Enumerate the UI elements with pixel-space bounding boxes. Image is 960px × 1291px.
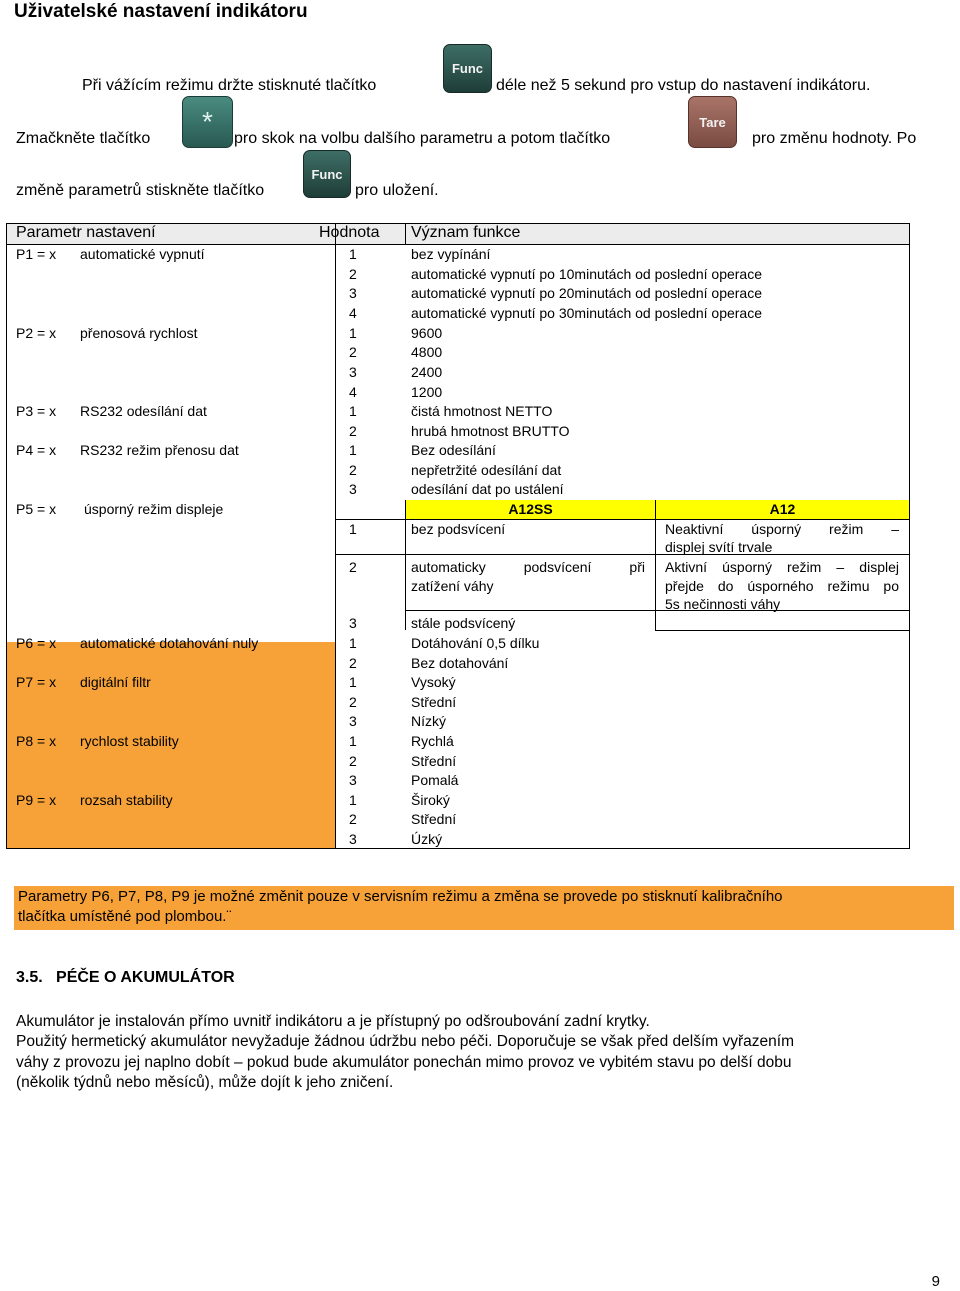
- param-meaning: 2400: [411, 364, 443, 380]
- page-number: 9: [931, 1273, 940, 1290]
- param-value: 3: [349, 713, 357, 729]
- tare-icon: Tare: [699, 114, 726, 130]
- param-meaning: bez vypínání: [411, 246, 491, 262]
- param-id: P3 = x: [16, 403, 57, 419]
- parameter-table: [6, 223, 910, 849]
- param-meaning-line: zatížení váhy: [411, 578, 494, 594]
- param-meaning: automatické vypnutí po 20minutách od poslední operace: [411, 285, 763, 301]
- param-value: 4: [349, 384, 357, 400]
- param-id: P4 = x: [16, 442, 57, 458]
- param-id: P6 = x: [16, 635, 57, 651]
- grid-line: [655, 630, 909, 631]
- param-meaning: Střední: [411, 753, 457, 769]
- param-value: 3: [349, 285, 357, 301]
- a12-column-header: A12: [656, 500, 909, 519]
- param-meaning: Pomalá: [411, 772, 459, 788]
- param-meaning: Nízký: [411, 713, 446, 729]
- param-value: 1: [349, 325, 357, 341]
- param-value: 2: [349, 655, 357, 671]
- star-button-image: [182, 96, 233, 148]
- param-value: 4: [349, 305, 357, 321]
- param-name: rozsah stability: [80, 792, 173, 808]
- param-value: 1: [349, 635, 357, 651]
- param-id: P7 = x: [16, 674, 57, 690]
- param-id: P2 = x: [16, 325, 57, 341]
- grid-line: [335, 554, 909, 555]
- param-value: 3: [349, 831, 357, 847]
- grid-line: [405, 610, 909, 611]
- intro-line2-c: pro změnu hodnoty. Po: [752, 130, 917, 147]
- param-meaning: 1200: [411, 384, 443, 400]
- param-value: 2: [349, 266, 357, 282]
- param-meaning: Střední: [411, 694, 457, 710]
- param-name: digitální filtr: [80, 674, 151, 690]
- param-value: 1: [349, 521, 357, 537]
- param-meaning: Vysoký: [411, 674, 456, 690]
- intro-line3-a: změně parametrů stiskněte tlačítko: [16, 182, 265, 199]
- param-name: automatické vypnutí: [80, 246, 205, 262]
- param-name: přenosová rychlost: [80, 325, 198, 341]
- param-value: 1: [349, 674, 357, 690]
- func-button-image-2: [303, 150, 351, 198]
- paragraph-line: Použitý hermetický akumulátor nevyžaduje žádnou údržbu nebo péči. Doporučuje se však před delším vyřazením: [16, 1033, 794, 1050]
- a12-meaning-line: displej svítí trvale: [665, 539, 773, 555]
- service-note: [18, 887, 948, 927]
- param-name: RS232 odesílání dat: [80, 403, 207, 419]
- param-value: 3: [349, 615, 357, 631]
- service-note-line: tlačítka umístěné pod plombou.¨: [18, 908, 232, 925]
- param-meaning: Dotáhování 0,5 dílku: [411, 635, 540, 651]
- param-meaning: 4800: [411, 344, 443, 360]
- asterisk-icon: *: [202, 106, 213, 137]
- param-value: 1: [349, 442, 357, 458]
- section-heading: 3.5. PÉČE O AKUMULÁTOR: [16, 969, 235, 986]
- param-name: úsporný režim displeje: [84, 501, 224, 517]
- param-id: P8 = x: [16, 733, 57, 749]
- intro-line1-a: Při vážícím režimu držte stisknuté tlačítko: [82, 77, 377, 94]
- grid-line: [335, 224, 336, 848]
- param-value: 2: [349, 559, 357, 575]
- service-note-line: Parametry P6, P7, P8, P9 je možné změnit pouze v servisním režimu a změna se provede po stisknutí kalibračního: [18, 888, 783, 905]
- param-value: 2: [349, 753, 357, 769]
- param-meaning: stále podsvícený: [411, 615, 516, 631]
- param-value: 2: [349, 423, 357, 439]
- header-value: Hodnota: [319, 224, 380, 241]
- param-value: 1: [349, 733, 357, 749]
- param-value: 3: [349, 772, 357, 788]
- a12-meaning-line: Aktivní úsporný režim – displej: [665, 559, 899, 575]
- paragraph-line: (několik týdnů nebo měsíců), může dojít k jeho zničení.: [16, 1074, 394, 1091]
- page-title: Uživatelské nastavení indikátoru: [14, 1, 308, 22]
- param-meaning: Široký: [411, 792, 450, 808]
- param-value: 1: [349, 403, 357, 419]
- intro-line2-b: pro skok na volbu dalšího parametru a potom tlačítko: [234, 130, 611, 147]
- paragraph-line: váhy z provozu jej naplno dobít – pokud bude akumulátor ponechán mimo provoz ve vybitém stavu po delší dobu: [16, 1054, 792, 1071]
- intro-line3-b: pro uložení.: [355, 182, 439, 199]
- param-value: 3: [349, 364, 357, 380]
- param-meaning: Rychlá: [411, 733, 454, 749]
- intro-line1-b: déle než 5 sekund pro vstup do nastavení indikátoru.: [496, 77, 871, 94]
- a12-meaning-line: přejde do úsporného režimu po: [665, 578, 899, 594]
- param-meaning: Bez odesílání: [411, 442, 496, 458]
- param-meaning: 9600: [411, 325, 443, 341]
- a12-meaning-line: Neaktivní úsporný režim –: [665, 521, 899, 537]
- param-value: 2: [349, 462, 357, 478]
- param-meaning: čistá hmotnost NETTO: [411, 403, 553, 419]
- param-meaning: automatické vypnutí po 10minutách od poslední operace: [411, 266, 763, 282]
- param-value: 3: [349, 481, 357, 497]
- a12-meaning-line: 5s nečinnosti váhy: [665, 596, 781, 612]
- param-value: 2: [349, 811, 357, 827]
- param-value: 2: [349, 344, 357, 360]
- param-meaning: nepřetržité odesílání dat: [411, 462, 562, 478]
- intro-line2-a: Zmačkněte tlačítko: [16, 130, 151, 147]
- param-value: 2: [349, 694, 357, 710]
- param-id: P1 = x: [16, 246, 57, 262]
- a12ss-column-header: A12SS: [406, 500, 655, 519]
- func-button-image: [443, 44, 492, 93]
- func-icon: Func: [311, 166, 343, 182]
- param-id: P9 = x: [16, 792, 57, 808]
- header-parameter: Parametr nastavení: [16, 224, 156, 241]
- param-meaning: bez podsvícení: [411, 521, 506, 537]
- param-value: 1: [349, 246, 357, 262]
- param-meaning: automatické vypnutí po 30minutách od poslední operace: [411, 305, 763, 321]
- param-value: 1: [349, 792, 357, 808]
- param-meaning: Střední: [411, 811, 457, 827]
- tare-button-image: [688, 96, 737, 148]
- grid-line: [335, 519, 909, 520]
- param-name: automatické dotahování nuly: [80, 635, 259, 651]
- grid-line: [405, 224, 406, 244]
- param-meaning: Bez dotahování: [411, 655, 509, 671]
- paragraph: Akumulátor je instalován přímo uvnitř indikátoru a je přístupný po odšroubování zadní krytky.: [16, 1013, 650, 1030]
- param-meaning: hrubá hmotnost BRUTTO: [411, 423, 570, 439]
- param-id: P5 = x: [16, 501, 57, 517]
- param-meaning: Úzký: [411, 831, 443, 847]
- func-icon: Func: [451, 61, 484, 76]
- param-name: RS232 režim přenosu dat: [80, 442, 239, 458]
- header-meaning: Význam funkce: [411, 224, 521, 241]
- param-meaning: odesílání dat po ustálení: [411, 481, 564, 497]
- param-meaning-line: automaticky podsvícení při: [411, 559, 645, 575]
- param-name: rychlost stability: [80, 733, 179, 749]
